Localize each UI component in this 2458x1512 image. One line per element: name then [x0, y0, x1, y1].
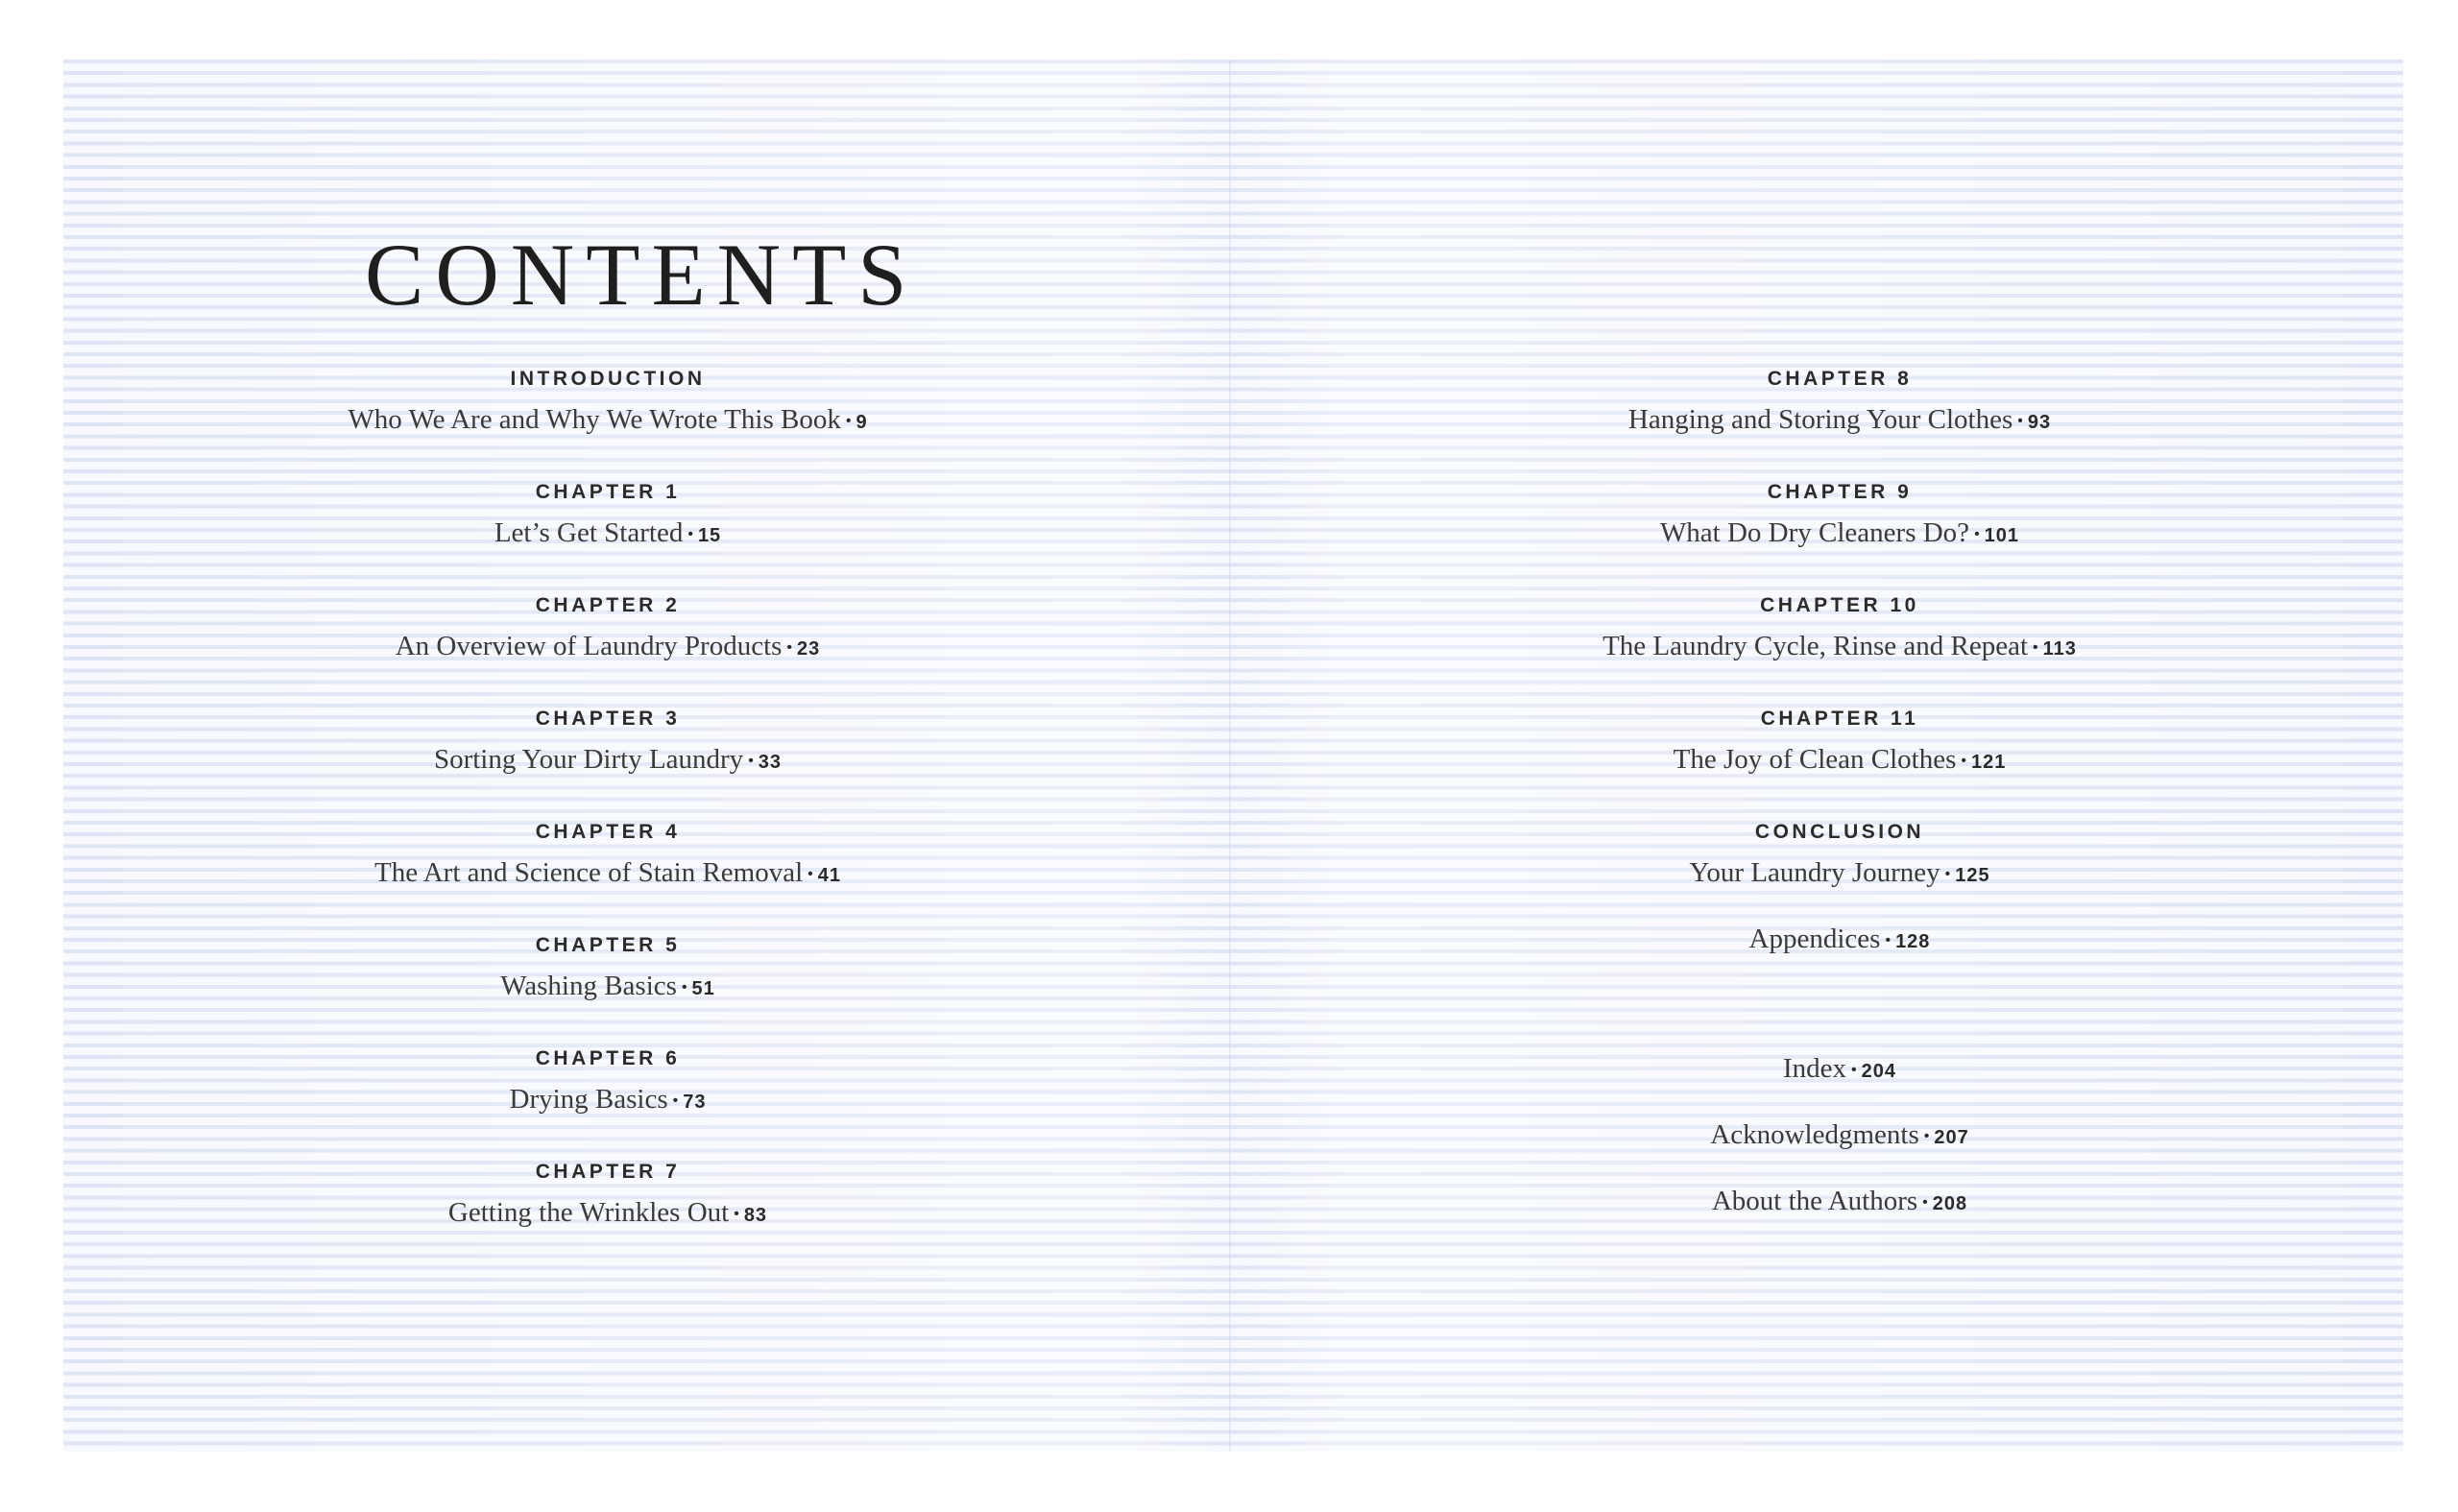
toc-entry-chapter-6[interactable] [128, 1048, 1088, 1114]
toc-entry-chapter-9[interactable] [1360, 482, 2320, 547]
toc-entry-label: CHAPTER 6 [535, 1047, 681, 1069]
toc-entry-title: Index [1782, 1053, 1847, 1084]
toc-entry-title: Who We Are and Why We Wrote This Book [348, 404, 841, 435]
toc-entry-introduction[interactable] [128, 369, 1088, 434]
toc-entry-index[interactable] [1360, 1055, 2320, 1083]
toc-entry-label: CHAPTER 10 [1760, 594, 1919, 616]
toc-entry-page: 128 [1895, 931, 1931, 952]
toc-entry-title: Getting the Wrinkles Out [447, 1197, 730, 1228]
toc-entry-label: CHAPTER 4 [535, 821, 681, 843]
toc-entry-page: 208 [1932, 1193, 1968, 1214]
bullet-separator: • [672, 1092, 679, 1109]
toc-entry-title: An Overview of Laundry Products [395, 631, 783, 661]
toc-entry-page: 101 [1984, 525, 2020, 546]
toc-entry-page: 204 [1861, 1061, 1896, 1082]
toc-entry-page: 93 [2027, 412, 2052, 433]
toc-entry-title: Drying Basics [509, 1084, 668, 1115]
bullet-separator: • [734, 1206, 739, 1222]
toc-entry-acknowledgments[interactable] [1360, 1121, 2320, 1149]
toc-entry-label: CHAPTER 8 [1767, 368, 1913, 390]
toc-entry-label: CHAPTER 1 [535, 481, 681, 503]
bullet-separator: • [2033, 639, 2038, 656]
toc-entry-chapter-11[interactable] [1360, 708, 2320, 774]
toc-entry-page: 83 [743, 1205, 768, 1226]
toc-entry-title: Acknowledgments [1710, 1119, 1919, 1150]
toc-entry-page: 15 [697, 525, 722, 546]
bullet-separator: • [1851, 1062, 1857, 1078]
toc-entry-chapter-7[interactable] [128, 1162, 1088, 1227]
bullet-separator: • [1961, 753, 1967, 769]
toc-entry-title: The Laundry Cycle, Rinse and Repeat [1603, 631, 2029, 661]
toc-entry-page: 51 [691, 978, 715, 999]
toc-entry-title: About the Authors [1711, 1186, 1918, 1216]
toc-entry-chapter-3[interactable] [128, 708, 1088, 774]
book-spine [1229, 60, 1231, 1452]
toc-entry-label: CHAPTER 3 [535, 708, 681, 730]
toc-entry-label: INTRODUCTION [510, 368, 706, 390]
toc-entry-label: CHAPTER 2 [535, 594, 681, 616]
bullet-separator: • [845, 413, 852, 429]
bullet-separator: • [1974, 526, 1980, 542]
toc-entry-title: Washing Basics [500, 971, 677, 1001]
toc-entry-conclusion[interactable] [1360, 822, 2320, 887]
toc-entry-chapter-2[interactable] [128, 595, 1088, 660]
toc-entry-chapter-10[interactable] [1360, 595, 2320, 660]
toc-entry-title: Hanging and Storing Your Clothes [1627, 404, 2013, 435]
toc-entry-label: CHAPTER 9 [1767, 481, 1913, 503]
bullet-separator: • [786, 639, 793, 656]
toc-entry-page: 33 [758, 752, 783, 773]
toc-entry-label: CHAPTER 5 [535, 934, 681, 956]
toc-entry-title: What Do Dry Cleaners Do? [1659, 517, 1970, 548]
toc-entry-title: The Joy of Clean Clothes [1673, 744, 1957, 775]
toc-entry-label: CHAPTER 7 [535, 1161, 681, 1183]
toc-entry-page: 125 [1955, 865, 1990, 886]
toc-entry-page: 121 [1971, 752, 2007, 773]
bullet-separator: • [1944, 866, 1951, 882]
bullet-separator: • [807, 866, 813, 882]
toc-entry-appendices[interactable] [1360, 925, 2320, 953]
bullet-separator: • [681, 979, 687, 996]
toc-entry-chapter-8[interactable] [1360, 369, 2320, 434]
toc-entry-page: 207 [1934, 1127, 1969, 1148]
contents-heading: CONTENTS [365, 226, 919, 324]
toc-entry-title: Let’s Get Started [494, 517, 684, 548]
toc-entry-label: CHAPTER 11 [1760, 708, 1919, 730]
toc-entry-title: Appendices [1748, 924, 1881, 954]
toc-entry-title: Sorting Your Dirty Laundry [433, 744, 744, 775]
toc-entry-page: 9 [855, 412, 868, 433]
toc-entry-label: CONCLUSION [1754, 821, 1925, 843]
bullet-separator: • [1923, 1128, 1930, 1144]
bullet-separator: • [2017, 413, 2023, 429]
toc-entry-page: 23 [797, 638, 821, 660]
toc-entry-page: 41 [817, 865, 842, 886]
toc-entry-page: 113 [2042, 638, 2077, 660]
toc-entry-title: The Art and Science of Stain Removal [374, 857, 804, 888]
bullet-separator: • [1885, 932, 1892, 948]
toc-entry-chapter-5[interactable] [128, 935, 1088, 1000]
toc-entry-about-the-authors[interactable] [1360, 1188, 2320, 1215]
toc-entry-chapter-1[interactable] [128, 482, 1088, 547]
toc-entry-title: Your Laundry Journey [1689, 857, 1940, 888]
toc-entry-chapter-4[interactable] [128, 822, 1088, 887]
bullet-separator: • [687, 526, 693, 542]
bullet-separator: • [1922, 1194, 1928, 1211]
toc-entry-page: 73 [683, 1092, 707, 1113]
bullet-separator: • [748, 753, 754, 769]
